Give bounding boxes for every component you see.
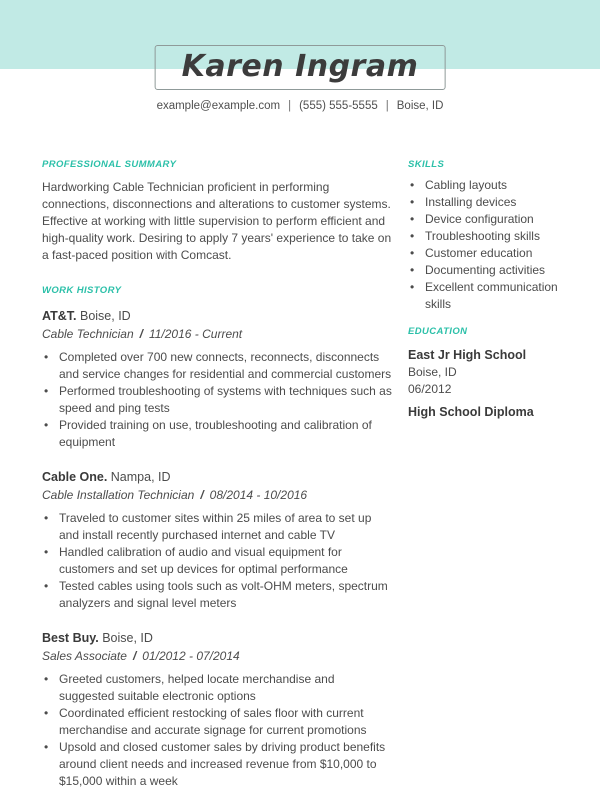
left-column — [42, 159, 392, 790]
contact-separator: | — [288, 100, 292, 112]
work-history-heading: WORK HISTORY — [42, 285, 122, 296]
content-columns — [0, 159, 600, 790]
skills-section — [408, 159, 567, 313]
job-title-line — [42, 487, 392, 503]
company-name: AT&T. — [42, 309, 77, 323]
school-name: East Jr High School — [408, 348, 527, 362]
summary-text: Hardworking Cable Technician proficient in performing connections, disconnections and alterations to customer systems. Effective at working with little supervision to perform efficient and high-quality work. Desiring to apply 7 years' experience to take on a fast-paced position with Comcast. — [42, 180, 392, 262]
school-location: Boise, ID — [408, 365, 457, 379]
skills-list — [408, 177, 567, 313]
candidate-name: Karen Ingram — [181, 49, 419, 84]
job-bullet-list — [42, 349, 392, 451]
skills-heading: SKILLS — [408, 159, 445, 170]
bullet-item: • Tested cables using tools such as volt-OHM meters, spectrum analyzers and signal level meters — [42, 578, 392, 612]
job-company-line — [42, 630, 392, 646]
skill-item: • Excellent communication skills — [408, 279, 567, 313]
skill-item: • Installing devices — [408, 194, 567, 211]
degree-name: High School Diploma — [408, 405, 534, 419]
job-title-line — [42, 326, 392, 342]
name-box — [155, 45, 446, 90]
job-dates: 11/2016 - Current — [148, 327, 243, 341]
job-entry — [42, 469, 392, 612]
job-entry — [42, 308, 392, 451]
bullet-item: • Coordinated efficient restocking of sales floor with current merchandise and accurate signage for current promotions — [42, 705, 392, 739]
job-dates: 08/2014 - 10/2016 — [209, 488, 308, 502]
company-location: Nampa, ID — [110, 470, 171, 484]
contact-email: example@example.com — [156, 100, 281, 112]
bullet-item: • Handled calibration of audio and visual equipment for customers and set up devices for optimal performance — [42, 544, 392, 578]
graduation-date: 06/2012 — [408, 382, 452, 396]
company-name: Cable One. — [42, 470, 108, 484]
company-name: Best Buy. — [42, 631, 99, 645]
job-title: Cable Technician — [42, 327, 134, 341]
skill-item: • Customer education — [408, 245, 567, 262]
skill-item: • Troubleshooting skills — [408, 228, 567, 245]
job-company-line — [42, 469, 392, 485]
job-title: Sales Associate — [42, 649, 127, 663]
professional-summary-heading: PROFESSIONAL SUMMARY — [42, 159, 177, 170]
job-company-line — [42, 308, 392, 324]
dates-separator: / — [132, 649, 137, 663]
bullet-item: • Completed over 700 new connects, reconnects, disconnects and service changes for residential and commercial customers — [42, 349, 392, 383]
work-history-section — [42, 285, 392, 790]
bullet-item: • Provided training on use, troubleshooting and calibration of equipment — [42, 417, 392, 451]
job-entry — [42, 630, 392, 790]
dates-separator: / — [139, 327, 143, 341]
education-section — [408, 326, 567, 421]
job-title: Cable Installation Technician — [42, 488, 195, 502]
contact-phone: (555) 555-5555 — [299, 100, 378, 112]
job-title-line — [42, 648, 392, 664]
education-entry — [408, 347, 567, 421]
contact-separator: | — [385, 100, 389, 112]
professional-summary-section — [42, 159, 392, 264]
skill-item: • Cabling layouts — [408, 177, 567, 194]
education-heading: EDUCATION — [408, 326, 468, 337]
bullet-item: • Upsold and closed customer sales by driving product benefits around client needs and increased revenue from $10,000 to $15,000 within a week — [42, 739, 392, 790]
skill-item: • Documenting activities — [408, 262, 567, 279]
job-bullet-list — [42, 671, 392, 790]
job-bullet-list — [42, 510, 392, 612]
bullet-item: • Traveled to customer sites within 25 miles of area to set up and install recently purchased internet and cable TV — [42, 510, 392, 544]
skill-item: • Device configuration — [408, 211, 567, 228]
bullet-item: • Greeted customers, helped locate merchandise and suggested suitable electronic options — [42, 671, 392, 705]
company-location: Boise, ID — [102, 631, 153, 645]
job-dates: 01/2012 - 07/2014 — [142, 649, 240, 663]
right-column — [408, 159, 567, 790]
company-location: Boise, ID — [79, 309, 131, 323]
contact-line — [0, 100, 600, 112]
dates-separator: / — [200, 488, 204, 502]
contact-location: Boise, ID — [396, 100, 444, 112]
bullet-item: • Performed troubleshooting of systems with techniques such as speed and ping tests — [42, 383, 392, 417]
